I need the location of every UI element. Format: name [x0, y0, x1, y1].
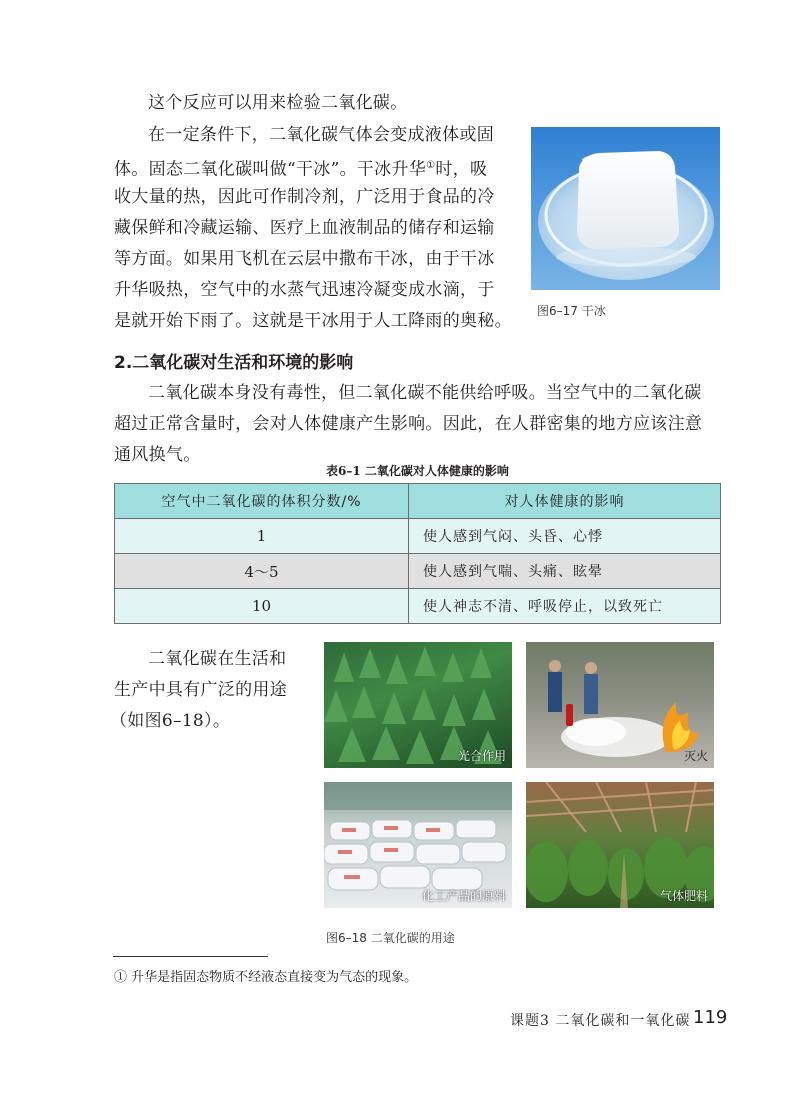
text-line: 超过正常含量时，会对人体健康产生影响。因此，在人群密集的地方应该注意	[114, 414, 703, 434]
table-cell: 使人感到气喘、头痛、眩晕	[409, 554, 721, 589]
text-line: 等方面。如果用飞机在云层中撒布干冰，由于干冰	[114, 249, 495, 269]
photosynthesis-photo	[324, 642, 512, 768]
column-header: 对人体健康的影响	[409, 484, 721, 519]
page-number: 119	[693, 1007, 728, 1028]
co2-health-table	[114, 483, 721, 624]
image-label: 光合作用	[457, 749, 506, 763]
text-line: 通风换气。	[114, 445, 201, 465]
image-label: 化工产品的原料	[421, 889, 506, 903]
column-header: 空气中二氧化碳的体积分数/%	[115, 484, 409, 519]
text-line: 是就开始下雨了。这就是干冰用于人工降雨的奥秘。	[114, 311, 512, 331]
section-heading: 2.二氧化碳对生活和环境的影响	[114, 353, 354, 373]
table-cell: 使人感到气闷、头昏、心悸	[409, 519, 721, 554]
table-row	[115, 519, 721, 554]
text-line: 升华吸热，空气中的水蒸气迅速冷凝变成水滴，于	[114, 280, 495, 300]
text-line: （如图6–18）。	[110, 711, 231, 731]
text-line: 生产中具有广泛的用途	[114, 680, 287, 700]
gas-fertilizer-photo	[526, 782, 714, 908]
dry-ice-photo	[531, 127, 720, 290]
text-line: 二氧化碳在生活和	[148, 649, 287, 669]
image-label: 灭火	[683, 749, 708, 763]
text-line: 收大量的热，因此可作制冷剂，广泛用于食品的冷	[114, 187, 495, 207]
running-footer: 课题3 二氧化碳和一氧化碳	[510, 1013, 691, 1029]
chemical-raw-material-photo	[324, 782, 512, 908]
table-cell: 10	[115, 589, 409, 624]
table-row	[115, 589, 721, 624]
table-cell: 使人神志不清、呼吸停止，以致死亡	[409, 589, 721, 624]
table-header-row	[115, 484, 721, 519]
figure-caption: 图6–17 干冰	[537, 304, 606, 318]
text-line: 二氧化碳本身没有毒性，但二氧化碳不能供给呼吸。当空气中的二氧化碳	[148, 383, 702, 403]
text-line: 藏保鲜和冷藏运输、医疗上血液制品的储存和运输	[114, 218, 495, 238]
footnote: ① 升华是指固态物质不经液态直接变为气态的现象。	[114, 970, 418, 985]
text-line: 在一定条件下，二氧化碳气体会变成液体或固	[148, 125, 494, 145]
fire-extinguishing-photo	[526, 642, 714, 768]
footnote-divider	[113, 956, 268, 957]
table-title: 表6–1 二氧化碳对人体健康的影响	[326, 464, 509, 478]
table-row	[115, 554, 721, 589]
dry-ice-illustration	[531, 127, 720, 290]
table-cell: 1	[115, 519, 409, 554]
text-line: 体。固态二氧化碳叫做“干冰”。干冰升华①时，吸	[114, 159, 488, 180]
image-label: 气体肥料	[659, 889, 708, 903]
text-line: 这个反应可以用来检验二氧化碳。	[148, 93, 408, 113]
footnote-marker: ①	[426, 160, 436, 171]
table-cell: 4～5	[115, 554, 409, 589]
figure-caption: 图6–18 二氧化碳的用途	[326, 931, 455, 945]
